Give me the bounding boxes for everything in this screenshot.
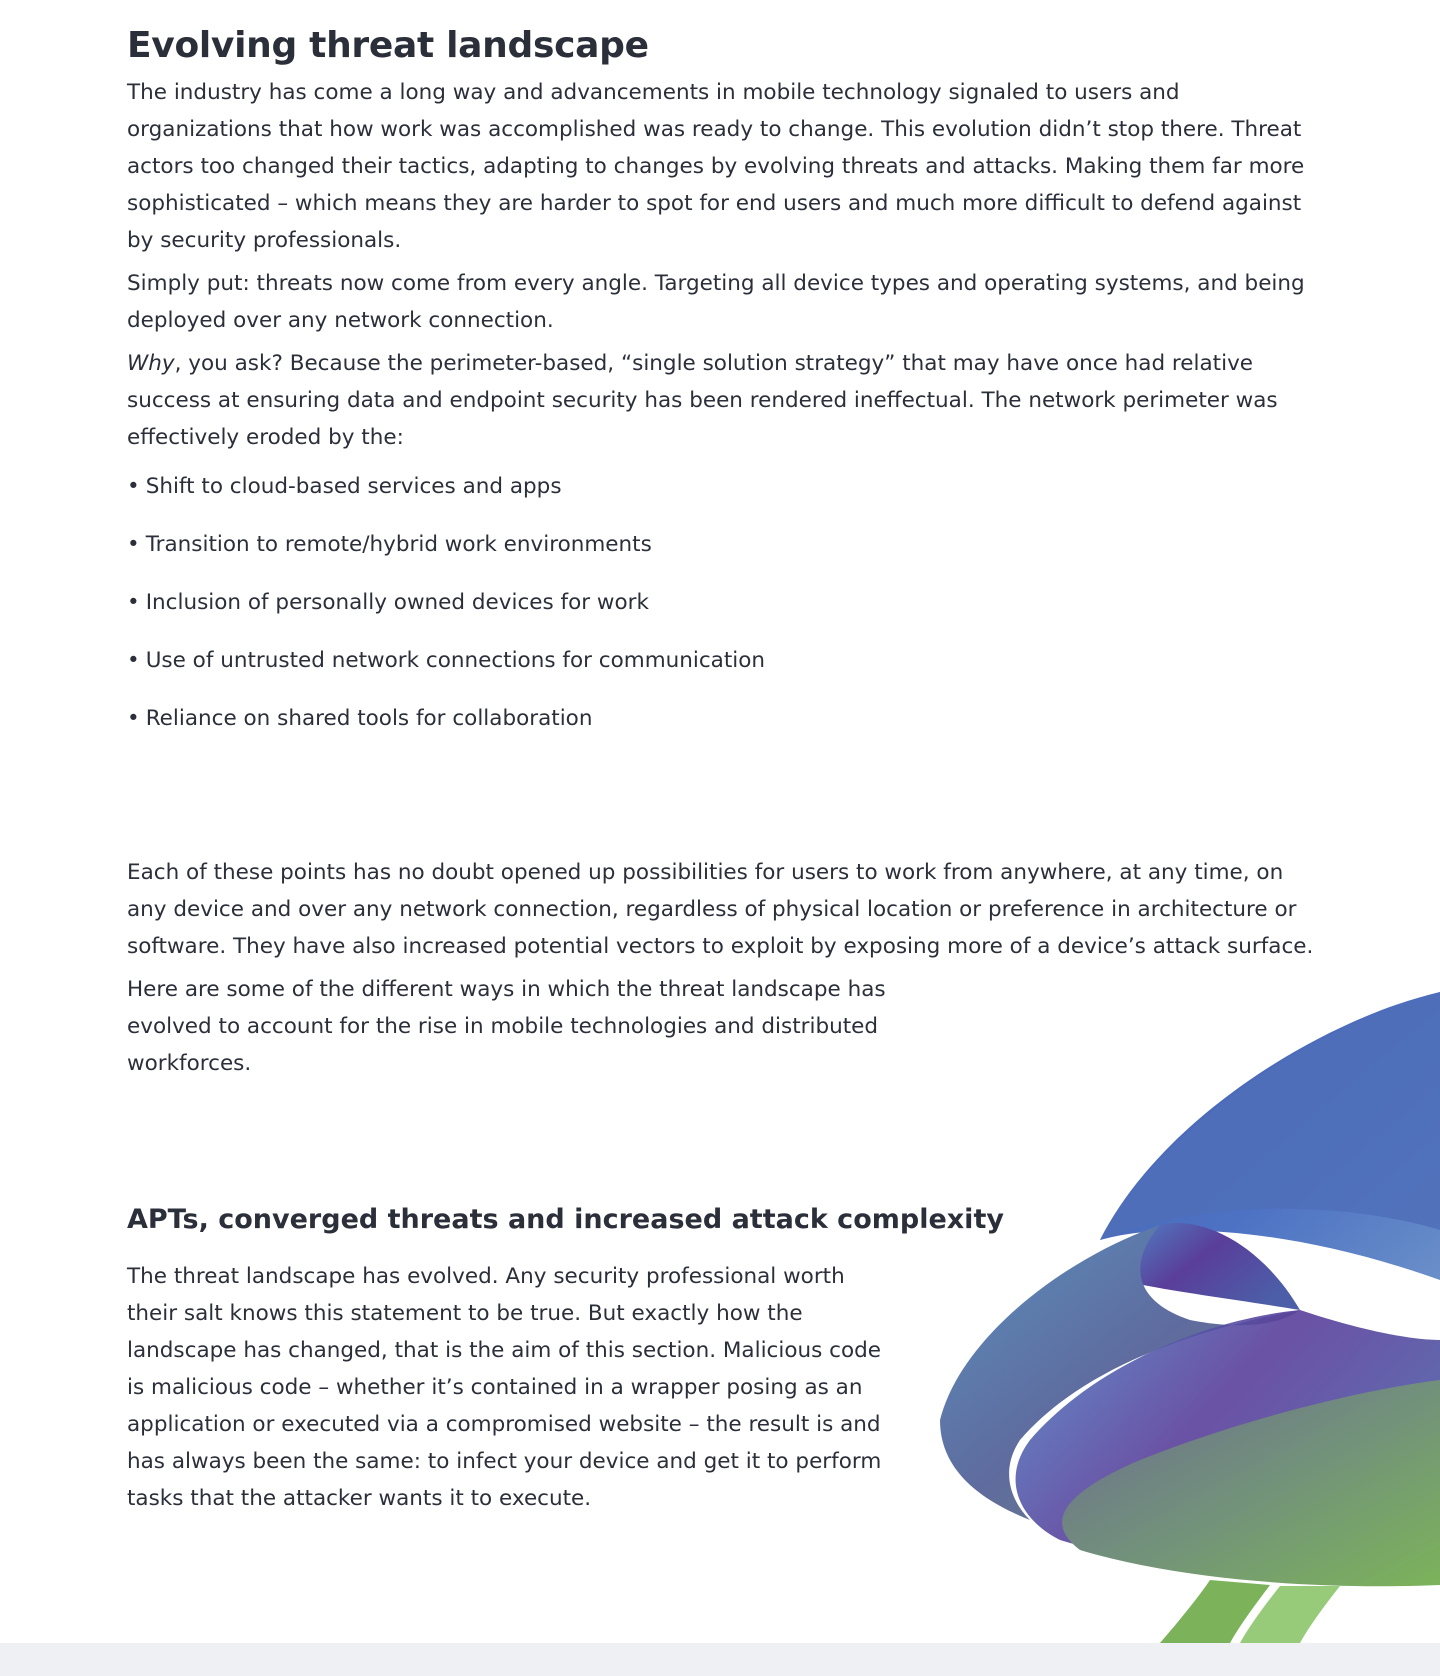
intro-paragraph-3-text: , you ask? Because the perimeter-based, “single solution strategy” that may have once had relative success at ensuring data and endpoint security has been rendered ineffectual. The network perimeter was effectively eroded by the: (127, 351, 1278, 450)
after-list-paragraph-2: Here are some of the different ways in which the threat landscape has evolved to account for the rise in mobile technologies and distributed workforces. (127, 977, 886, 1076)
why-emphasis: Why (127, 351, 175, 376)
list-item-text: Reliance on shared tools for collaboration (145, 706, 593, 731)
bullet-glyph: • (127, 532, 140, 557)
list-item (127, 700, 1317, 737)
footer-band (0, 1643, 1440, 1676)
list-item-text: Shift to cloud-based services and apps (145, 474, 562, 499)
spacer (127, 758, 1317, 854)
list-item-text: Transition to remote/hybrid work environments (145, 532, 652, 557)
perimeter-erosion-list (127, 468, 1317, 737)
bullet-glyph: • (127, 590, 140, 615)
list-item (127, 526, 1317, 563)
intro-paragraph-2: Simply put: threats now come from every angle. Targeting all device types and operating systems, and being deployed over any network connection. (127, 271, 1305, 333)
bullet-glyph: • (127, 706, 140, 731)
section-body: The threat landscape has evolved. Any security professional worth their salt knows this statement to be true. But exactly how the landscape has changed, that is the aim of this section. Malicious code is malicious code – whether it’s contained in a wrapper posing as an application or executed via a compromised website – the result is and has always been the same: to infect your device and get it to perform tasks that the attacker wants it to execute. (127, 1264, 882, 1511)
list-item (127, 468, 1317, 505)
after-list-paragraph-1: Each of these points has no doubt opened up possibilities for users to work from anywhere, at any time, on any device and over any network connection, regardless of physical location or preference in architecture or software. They have also increased potential vectors to exploit by exposing more of a device’s attack surface. (127, 860, 1314, 959)
decorative-gradient-art (940, 980, 1440, 1643)
bullet-glyph: • (127, 648, 140, 673)
page-title: Evolving threat landscape (127, 25, 649, 66)
list-item (127, 642, 1317, 679)
list-item-text: Use of untrusted network connections for communication (145, 648, 766, 673)
list-item-text: Inclusion of personally owned devices for work (145, 590, 649, 615)
intro-paragraph-3 (127, 345, 1317, 456)
bullet-glyph: • (127, 474, 140, 499)
list-item (127, 584, 1317, 621)
intro-paragraph-1: The industry has come a long way and advancements in mobile technology signaled to users and organizations that how work was accomplished was ready to change. This evolution didn’t stop there. Threat actors too changed their tactics, adapting to changes by evolving threats and attacks. Making them far more sophisticated – which means they are harder to spot for end users and much more difficult to defend against by security professionals. (127, 80, 1305, 253)
section-heading: APTs, converged threats and increased attack complexity (127, 1204, 1004, 1235)
